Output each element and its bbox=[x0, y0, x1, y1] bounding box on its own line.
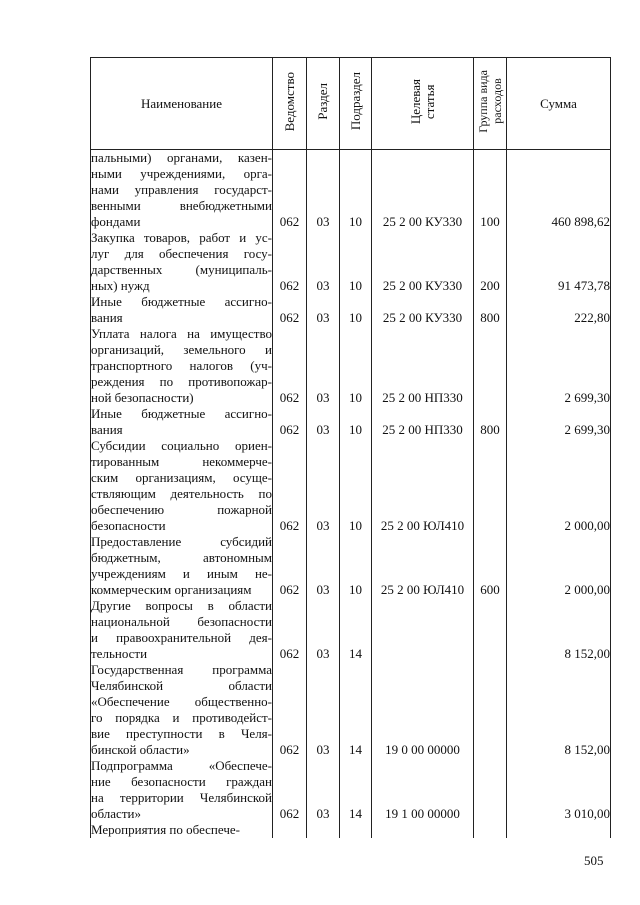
row-name-line: Другие вопросы в области bbox=[91, 598, 272, 613]
row-podrazdel: 14 bbox=[340, 758, 372, 822]
row-name-line: Иные бюджетные ассигно- bbox=[91, 406, 272, 421]
row-tselevaya-statya: 25 2 00 ЮЛ410 bbox=[372, 534, 474, 598]
row-tselevaya-statya bbox=[372, 822, 474, 838]
row-name bbox=[91, 294, 273, 326]
row-name-line: ствляющим деятельность по bbox=[91, 486, 272, 501]
row-summa: 91 473,78 bbox=[507, 230, 611, 294]
row-vedomstvo: 062 bbox=[273, 326, 307, 406]
row-summa: 222,80 bbox=[507, 294, 611, 326]
row-name-line: ными учреждениями, орга- bbox=[91, 166, 272, 181]
row-gruppa: 200 bbox=[474, 230, 507, 294]
row-gruppa: 800 bbox=[474, 294, 507, 326]
header-name: Наименование bbox=[91, 58, 273, 150]
row-name-line: Уплата налога на имущество bbox=[91, 326, 272, 341]
row-razdel: 03 bbox=[307, 150, 340, 231]
row-gruppa: 600 bbox=[474, 534, 507, 598]
row-vedomstvo: 062 bbox=[273, 406, 307, 438]
row-summa: 8 152,00 bbox=[507, 598, 611, 662]
header-tselevaya-statya: Целевая статья bbox=[372, 58, 474, 150]
row-vedomstvo: 062 bbox=[273, 438, 307, 534]
row-name-line: Подпрограмма «Обеспече- bbox=[91, 758, 272, 773]
row-vedomstvo: 062 bbox=[273, 598, 307, 662]
table-row bbox=[91, 662, 611, 758]
row-podrazdel: 14 bbox=[340, 662, 372, 758]
row-name bbox=[91, 406, 273, 438]
row-tselevaya-statya: 25 2 00 КУ330 bbox=[372, 230, 474, 294]
row-name-line: венными внебюджетными bbox=[91, 198, 272, 213]
row-podrazdel bbox=[340, 822, 372, 838]
row-name-line: Субсидии социально ориен- bbox=[91, 438, 272, 453]
row-tselevaya-statya: 25 2 00 КУ330 bbox=[372, 294, 474, 326]
row-tselevaya-statya bbox=[372, 598, 474, 662]
row-podrazdel: 14 bbox=[340, 598, 372, 662]
row-razdel: 03 bbox=[307, 534, 340, 598]
table-row bbox=[91, 438, 611, 534]
row-name bbox=[91, 598, 273, 662]
row-name bbox=[91, 758, 273, 822]
table-row bbox=[91, 326, 611, 406]
row-name bbox=[91, 822, 273, 838]
row-name-line: нами управления государст- bbox=[91, 182, 272, 197]
row-razdel: 03 bbox=[307, 598, 340, 662]
row-name-line: вания bbox=[91, 422, 123, 437]
table-row bbox=[91, 598, 611, 662]
row-podrazdel: 10 bbox=[340, 534, 372, 598]
row-name-line: луг для обеспечения госу- bbox=[91, 246, 272, 261]
table-row bbox=[91, 534, 611, 598]
row-name-line: реждения по противопожар- bbox=[91, 374, 272, 389]
row-name-line: коммерческим организациям bbox=[91, 582, 252, 597]
header-gruppa-vida-raskhodov: Группа вида расходов bbox=[474, 58, 507, 150]
table-row bbox=[91, 150, 611, 231]
row-name bbox=[91, 326, 273, 406]
row-vedomstvo: 062 bbox=[273, 662, 307, 758]
row-name-line: го порядка и противодейст- bbox=[91, 710, 272, 725]
row-name-line: Предоставление субсидий bbox=[91, 534, 272, 549]
row-summa: 2 000,00 bbox=[507, 534, 611, 598]
row-name-line: ных) нужд bbox=[91, 278, 150, 293]
row-summa bbox=[507, 822, 611, 838]
row-name-line: Государственная программа bbox=[91, 662, 272, 677]
row-name-line: обеспечению пожарной bbox=[91, 502, 272, 517]
row-vedomstvo: 062 bbox=[273, 758, 307, 822]
row-name bbox=[91, 534, 273, 598]
row-podrazdel: 10 bbox=[340, 150, 372, 231]
row-name-line: Иные бюджетные ассигно- bbox=[91, 294, 272, 309]
row-gruppa bbox=[474, 822, 507, 838]
row-gruppa bbox=[474, 598, 507, 662]
row-name-line: тельности bbox=[91, 646, 148, 661]
table-row bbox=[91, 406, 611, 438]
row-name-line: Мероприятия по обеспече- bbox=[91, 822, 240, 837]
row-tselevaya-statya: 25 2 00 ЮЛ410 bbox=[372, 438, 474, 534]
row-razdel: 03 bbox=[307, 406, 340, 438]
row-name-line: вания bbox=[91, 310, 123, 325]
header-summa: Сумма bbox=[507, 58, 611, 150]
row-vedomstvo: 062 bbox=[273, 534, 307, 598]
row-vedomstvo: 062 bbox=[273, 150, 307, 231]
row-podrazdel: 10 bbox=[340, 406, 372, 438]
row-gruppa bbox=[474, 662, 507, 758]
row-tselevaya-statya: 25 2 00 НП330 bbox=[372, 406, 474, 438]
row-podrazdel: 10 bbox=[340, 294, 372, 326]
row-podrazdel: 10 bbox=[340, 438, 372, 534]
row-name-line: на территории Челябинской bbox=[91, 790, 272, 805]
table-row bbox=[91, 822, 611, 838]
row-name-line: ной безопасности) bbox=[91, 390, 194, 405]
row-summa: 460 898,62 bbox=[507, 150, 611, 231]
row-vedomstvo: 062 bbox=[273, 294, 307, 326]
row-name bbox=[91, 662, 273, 758]
row-name-line: дарственных (муниципаль- bbox=[91, 262, 272, 277]
row-tselevaya-statya: 19 1 00 00000 bbox=[372, 758, 474, 822]
header-razdel: Раздел bbox=[307, 58, 340, 150]
page-number: 505 bbox=[584, 853, 604, 868]
header-podrazdel: Подраздел bbox=[340, 58, 372, 150]
row-name bbox=[91, 150, 273, 231]
row-name bbox=[91, 230, 273, 294]
header-row bbox=[91, 58, 611, 150]
row-name-line: Закупка товаров, работ и ус- bbox=[91, 230, 272, 245]
row-podrazdel: 10 bbox=[340, 230, 372, 294]
row-name bbox=[91, 438, 273, 534]
row-razdel bbox=[307, 822, 340, 838]
row-gruppa: 800 bbox=[474, 406, 507, 438]
row-vedomstvo: 062 bbox=[273, 230, 307, 294]
row-name-line: фондами bbox=[91, 214, 141, 229]
row-summa: 2 000,00 bbox=[507, 438, 611, 534]
row-gruppa bbox=[474, 326, 507, 406]
table-row bbox=[91, 230, 611, 294]
row-summa: 2 699,30 bbox=[507, 326, 611, 406]
row-razdel: 03 bbox=[307, 662, 340, 758]
row-name-line: бинской области» bbox=[91, 742, 190, 757]
row-name-line: ским организациям, осуще- bbox=[91, 470, 272, 485]
row-name-line: учреждениям и иным не- bbox=[91, 566, 272, 581]
budget-table bbox=[90, 57, 611, 838]
row-name-line: ние безопасности граждан bbox=[91, 774, 272, 789]
row-vedomstvo bbox=[273, 822, 307, 838]
row-razdel: 03 bbox=[307, 438, 340, 534]
row-name-line: «Обеспечение общественно- bbox=[91, 694, 272, 709]
table-row bbox=[91, 294, 611, 326]
row-razdel: 03 bbox=[307, 326, 340, 406]
row-tselevaya-statya: 19 0 00 00000 bbox=[372, 662, 474, 758]
row-name-line: безопасности bbox=[91, 518, 166, 533]
row-razdel: 03 bbox=[307, 230, 340, 294]
row-name-line: транспортного налогов (уч- bbox=[91, 358, 272, 373]
row-gruppa bbox=[474, 758, 507, 822]
row-summa: 2 699,30 bbox=[507, 406, 611, 438]
row-name-line: бюджетным, автономным bbox=[91, 550, 272, 565]
row-name-line: национальной безопасности bbox=[91, 614, 272, 629]
row-razdel: 03 bbox=[307, 758, 340, 822]
header-vedomstvo: Ведомство bbox=[273, 58, 307, 150]
table-row bbox=[91, 758, 611, 822]
row-gruppa bbox=[474, 438, 507, 534]
row-summa: 8 152,00 bbox=[507, 662, 611, 758]
row-name-line: вие преступности в Челя- bbox=[91, 726, 272, 741]
row-name-line: пальными) органами, казен- bbox=[91, 150, 272, 165]
row-podrazdel: 10 bbox=[340, 326, 372, 406]
row-name-line: и правоохранительной дея- bbox=[91, 630, 272, 645]
row-gruppa: 100 bbox=[474, 150, 507, 231]
row-razdel: 03 bbox=[307, 294, 340, 326]
row-name-line: тированным некоммерче- bbox=[91, 454, 272, 469]
row-name-line: Челябинской области bbox=[91, 678, 272, 693]
row-tselevaya-statya: 25 2 00 НП330 bbox=[372, 326, 474, 406]
row-name-line: области» bbox=[91, 806, 141, 821]
row-tselevaya-statya: 25 2 00 КУ330 bbox=[372, 150, 474, 231]
row-summa: 3 010,00 bbox=[507, 758, 611, 822]
row-name-line: организаций, земельного и bbox=[91, 342, 272, 357]
